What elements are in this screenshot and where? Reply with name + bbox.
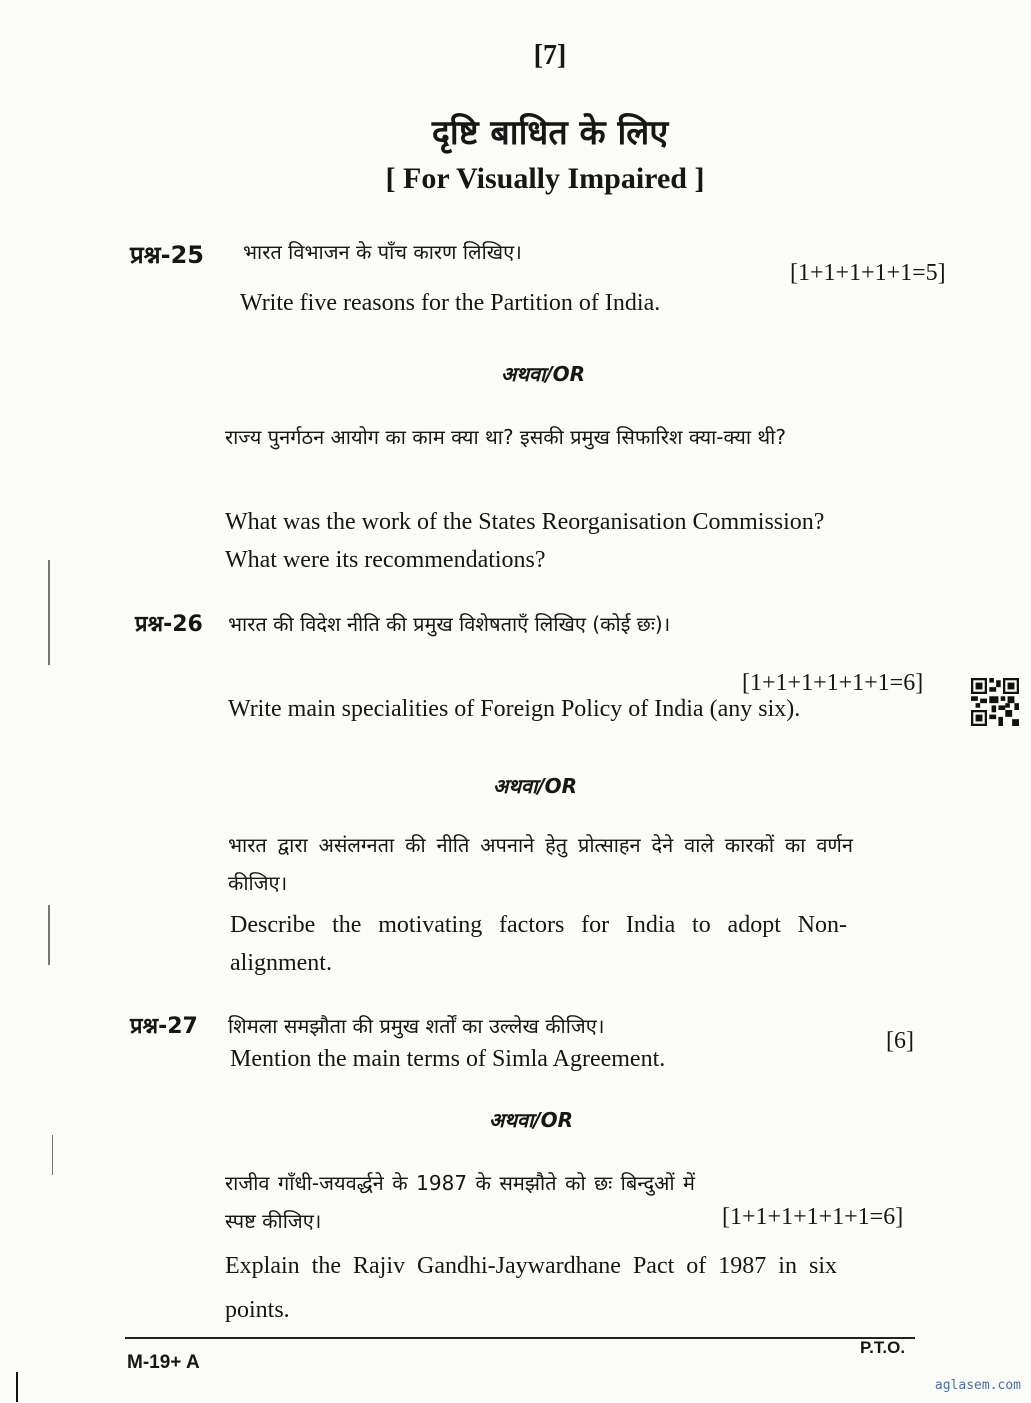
or-separator: अथवा/OR: [492, 774, 578, 798]
alt-question-english: Explain the Rajiv Gandhi-Jaywardhane Pact of 1987 in six points.: [225, 1253, 837, 1323]
question-number: प्रश्न-26: [135, 612, 203, 637]
scan-mark: [48, 560, 50, 665]
question-marks: [6]: [886, 1028, 914, 1054]
scan-mark: [16, 1372, 18, 1402]
alt-question-marks: [1+1+1+1+1+1=6]: [722, 1204, 904, 1230]
watermark: aglasem.com: [934, 1378, 1021, 1393]
page-number: [7]: [533, 40, 567, 71]
question-text-hindi: भारत विभाजन के पाँच कारण लिखिए।: [243, 240, 522, 264]
alt-question-hindi: भारत द्वारा असंलग्नता की नीति अपनाने हेतु प्रोत्साहन देने वाले कारकों का वर्णन कीजिए।: [228, 833, 853, 895]
section-heading-english: [ For Visually Impaired ]: [385, 162, 705, 195]
question-text-hindi: शिमला समझौता की प्रमुख शर्तों का उल्लेख कीजिए।: [228, 1014, 605, 1038]
question-number: प्रश्न-27: [130, 1014, 198, 1039]
pto-label: P.T.O.: [860, 1338, 906, 1357]
question-marks: [1+1+1+1+1=5]: [790, 260, 946, 286]
alt-question-english: What was the work of the States Reorganisation Commission? What were its recommendations?: [225, 509, 825, 573]
question-marks: [1+1+1+1+1+1=6]: [742, 670, 924, 696]
qr-code-icon: [971, 678, 1019, 726]
scan-mark: [52, 1135, 53, 1175]
or-separator: अथवा/OR: [488, 1108, 574, 1132]
question-text-hindi: भारत की विदेश नीति की प्रमुख विशेषताएँ लिखिए (कोई छः)।: [228, 612, 671, 636]
question-text-english: Mention the main terms of Simla Agreement.: [230, 1046, 666, 1072]
question-text-english: Write five reasons for the Partition of India.: [240, 290, 661, 316]
alt-question-english: Describe the motivating factors for India to adopt Non-alignment.: [230, 912, 847, 976]
question-text-english: Write main specialities of Foreign Policy of India (any six).: [228, 696, 801, 722]
scan-mark: [48, 905, 50, 965]
section-heading-hindi: दृष्टि बाधित के लिए: [431, 113, 669, 153]
question-number: प्रश्न-25: [130, 241, 204, 269]
alt-question-hindi: राज्य पुनर्गठन आयोग का काम क्या था? इसकी प्रमुख सिफारिश क्या-क्या थी?: [225, 425, 786, 449]
footer-divider: [125, 1337, 915, 1339]
alt-question-hindi: राजीव गाँधी-जयवर्द्धने के 1987 के समझौते को छः बिन्दुओं में स्पष्ट कीजिए।: [225, 1171, 695, 1233]
or-separator: अथवा/OR: [500, 362, 586, 386]
paper-code: M-19+ A: [127, 1352, 200, 1373]
